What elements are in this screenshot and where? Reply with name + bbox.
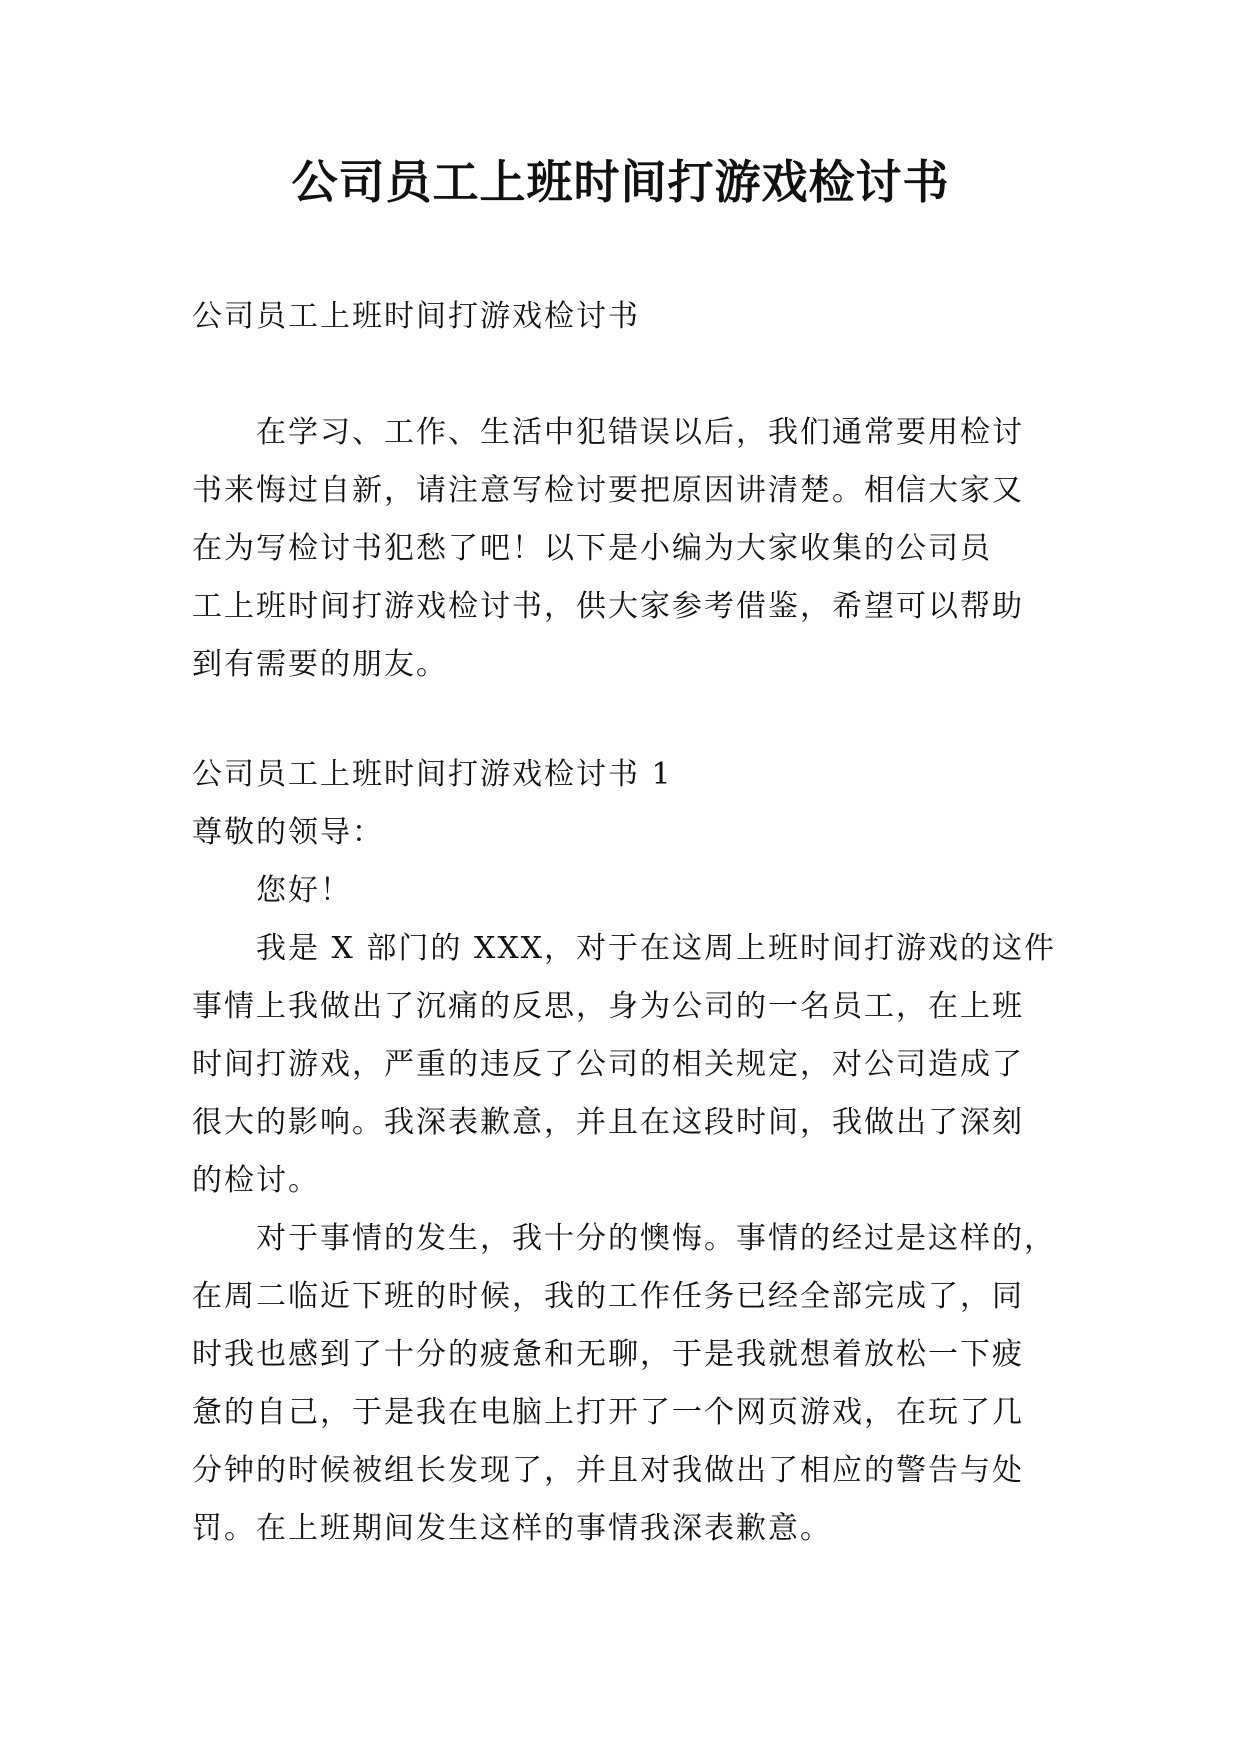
paragraph-line: 时我也感到了十分的疲惫和无聊，于是我就想着放松一下疲 [192,1337,1024,1372]
document-body [192,288,1057,1558]
intro-paragraph [192,404,1050,694]
intro-line: 到有需要的朋友。 [192,647,448,682]
paragraph-line: 惫的自己，于是我在电脑上打开了一个网页游戏，在玩了几 [192,1395,1024,1430]
paragraph-two [192,1210,1056,1558]
greeting: 您好！ [256,873,352,908]
intro-line: 工上班时间打游戏检讨书，供大家参考借鉴，希望可以帮助 [192,589,1024,624]
intro-line: 在学习、工作、生活中犯错误以后，我们通常要用检讨 [256,415,1024,450]
document-subtitle: 公司员工上班时间打游戏检讨书 [192,299,640,334]
paragraph-one [192,920,1057,1210]
intro-line: 在为写检讨书犯愁了吧！以下是小编为大家收集的公司员 [192,531,992,566]
paragraph-line: 分钟的时候被组长发现了，并且对我做出了相应的警告与处 [192,1453,1024,1488]
paragraph-line: 罚。在上班期间发生这样的事情我深表歉意。 [192,1511,832,1546]
paragraph-line: 事情上我做出了沉痛的反思，身为公司的一名员工，在上班 [192,989,1024,1024]
document-title: 公司员工上班时间打游戏检讨书 [291,155,950,209]
paragraph-line: 很大的影响。我深表歉意，并且在这段时间，我做出了深刻 [192,1105,1024,1140]
section-title: 公司员工上班时间打游戏检讨书 1 [192,757,673,792]
paragraph-line: 在周二临近下班的时候，我的工作任务已经全部完成了，同 [192,1279,1024,1314]
salutation: 尊敬的领导： [192,815,384,850]
paragraph-line: 对于事情的发生，我十分的懊悔。事情的经过是这样的， [256,1221,1056,1256]
paragraph-line: 时间打游戏，严重的违反了公司的相关规定，对公司造成了 [192,1047,1024,1082]
paragraph-line: 的检讨。 [192,1163,320,1198]
intro-line: 书来悔过自新，请注意写检讨要把原因讲清楚。相信大家又 [192,473,1024,508]
paragraph-line: 我是 X 部门的 XXX，对于在这周上班时间打游戏的这件 [256,931,1057,966]
